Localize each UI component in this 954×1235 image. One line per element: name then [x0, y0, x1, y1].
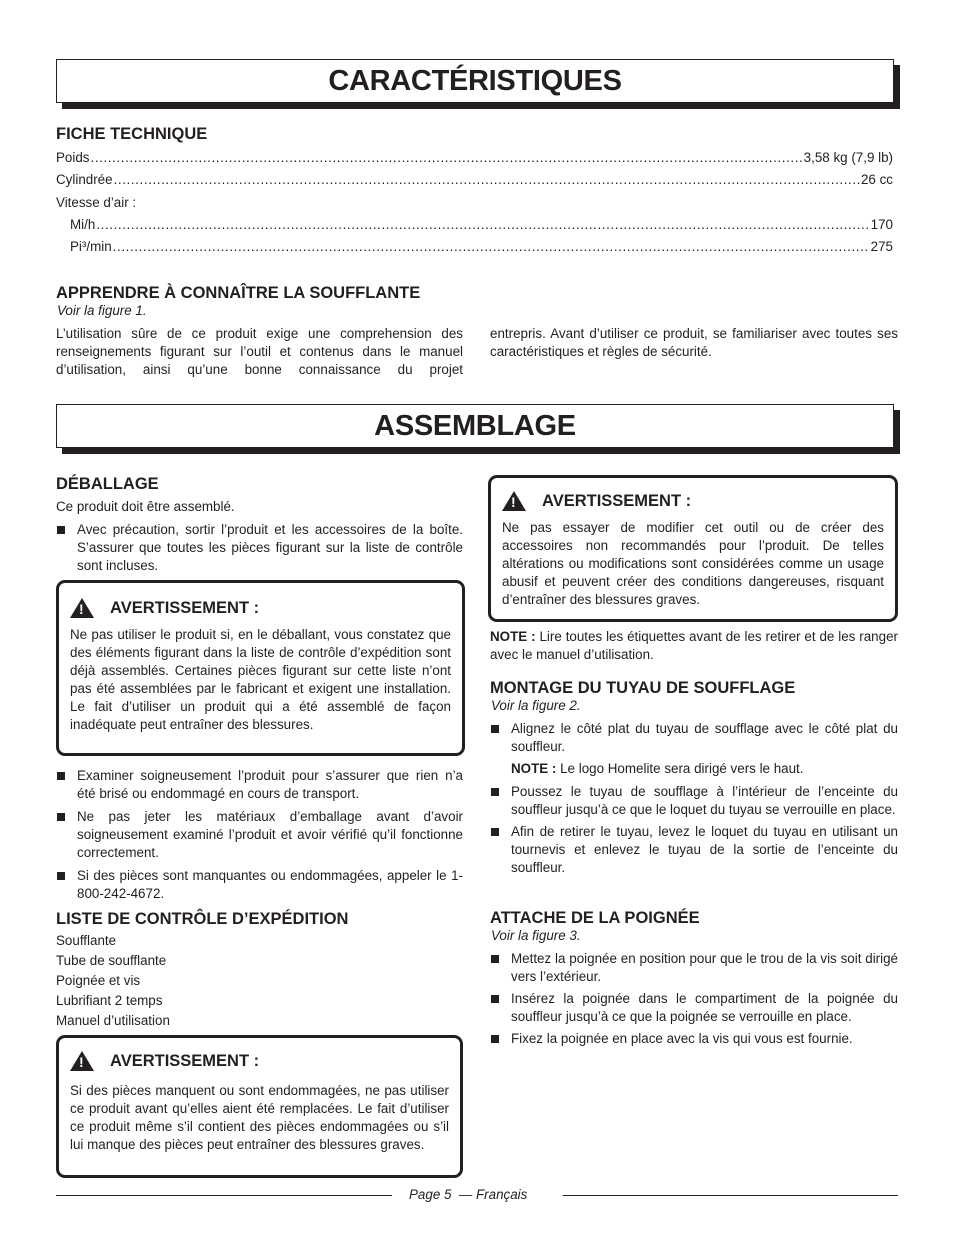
montage-list-1 [490, 720, 898, 756]
spec-row-poids [56, 149, 893, 167]
list-item: Ne pas jeter les matériaux d’emballage avant d’avoir soigneusement examiné l’produit et avoir vérifié qu’il fonctionne correctement. [56, 808, 463, 862]
warning-text: Si des pièces manquent ou sont endommagées, ne pas utiliser ce produit avant qu’elles aient été remplacées. Le fait d’utiliser ce produit même s’il contient des pièces endommagées ou s’il lui manque des pièces peut entraîner des blessures graves. [70, 1083, 449, 1152]
note-text: Le logo Homelite sera dirigé vers le haut. [556, 761, 804, 776]
warning-box-3 [488, 475, 898, 622]
spec-value: 26 cc [860, 172, 893, 187]
list-item: Examiner soigneusement l’produit pour s’assurer que rien n’a été brisé ou endommagé en cours de transport. [56, 767, 463, 803]
spec-value: 3,58 kg (7,9 lb) [803, 150, 893, 165]
list-item: Manuel d’utilisation [56, 1013, 170, 1028]
apprendre-text-left: L’utilisation sûre de ce produit exige une comprehension des renseignements figurant sur l’outil et contenus dans le manuel d’utilisation, ainsi qu’une bonne connaissance du projet [56, 326, 463, 377]
spec-label: Mi/h [70, 217, 96, 232]
deballage-list-2 [56, 767, 463, 903]
spec-row-mih [70, 216, 893, 234]
warning-triangle-icon [70, 1051, 94, 1071]
warning-title-text: AVERTISSEMENT : [110, 599, 260, 617]
liste-heading: LISTE DE CONTRÔLE D’EXPÉDITION [56, 910, 349, 928]
list-item: Afin de retirer le tuyau, levez le loquet du tuyau en utilisant un tournevis et enlevez le tuyau de la sortie de l’enceinte du souffleur. [490, 823, 898, 877]
section-title: ASSEMBLAGE [374, 410, 576, 442]
list-item: Mettez la poignée en position pour que le trou de la vis soit dirigé vers l’extérieur. [490, 950, 898, 986]
warning-title [70, 1051, 449, 1071]
spec-label: Poids [56, 150, 90, 165]
caracteristiques-banner [56, 59, 894, 103]
list-item: Poussez le tuyau de soufflage à l’intérieur de l’enceinte du souffleur jusqu’à ce que le loquet du tuyau se verrouille en place. [490, 783, 898, 819]
warning-text: Ne pas utiliser le produit si, en le déballant, vous constatez que des éléments figurant dans la liste de contrôle d’expédition sont déjà assemblés. Certaines pièces figurant sur cette liste n’ont pas été assemblées par le fabricant et exigent une installation. Le fait d’utiliser un produit qui a été assemblé de façon inadéquate peut entraîner des blessures. [70, 627, 451, 732]
list-item: Alignez le côté plat du tuyau de soufflage avec le côté plat du souffleur. [490, 720, 898, 756]
spec-value: 275 [870, 239, 893, 254]
footer-rule-right [563, 1195, 898, 1196]
warning-text: Ne pas essayer de modifier cet outil ou de créer des accessoires non recommandés pour l’produit. De telles altérations ou modifications sont considérées comme un usage abusif et peuvent créer des conditions dangereuses, risquant d’entraîner des blessures graves. [502, 520, 884, 607]
note-label: NOTE : [511, 761, 557, 776]
list-item: Avec précaution, sortir l’produit et les accessoires de la boîte. S’assurer que toutes les pièces figurant sur la liste de contrôle sont incluses. [56, 521, 463, 575]
footer-rule-left [56, 1195, 392, 1196]
montage-note [511, 760, 804, 778]
attache-figure-ref: Voir la figure 3. [491, 928, 581, 943]
list-item: Si des pièces sont manquantes ou endommagées, appeler le 1-800-242-4672. [56, 867, 463, 903]
warning-title [502, 491, 884, 511]
montage-figure-ref: Voir la figure 2. [491, 698, 581, 713]
list-item: Tube de soufflante [56, 953, 167, 968]
warning-box-1 [56, 580, 465, 756]
footer-page-label: Page 5 — Français [409, 1187, 528, 1202]
leader-dots [114, 171, 860, 189]
warning-box-2 [56, 1035, 463, 1178]
list-item: Fixez la poignée en place avec la vis qui vous est fournie. [490, 1030, 898, 1048]
deballage-list-1 [56, 521, 463, 575]
list-item: Lubrifiant 2 temps [56, 993, 163, 1008]
warning-title-text: AVERTISSEMENT : [110, 1052, 260, 1070]
apprendre-figure-ref: Voir la figure 1. [57, 303, 147, 318]
warning-triangle-icon [70, 598, 94, 618]
list-item: Poignée et vis [56, 973, 141, 988]
warning-title-text: AVERTISSEMENT : [542, 492, 692, 510]
spec-label-vitesse: Vitesse d’air : [56, 195, 137, 210]
deballage-intro: Ce produit doit être assemblé. [56, 499, 235, 514]
leader-dots [113, 238, 870, 256]
montage-heading: MONTAGE DU TUYAU DE SOUFFLAGE [490, 679, 796, 697]
section-title: CARACTÉRISTIQUES [328, 65, 622, 97]
assemblage-banner [56, 404, 894, 448]
warning-triangle-icon [502, 491, 526, 511]
attache-list [490, 950, 898, 1048]
spec-row-pimin [70, 238, 893, 256]
fiche-technique-heading: FICHE TECHNIQUE [56, 125, 208, 143]
montage-list-2 [490, 783, 898, 877]
list-item: Insérez la poignée dans le compartiment de la poignée du souffleur jusqu’à ce que la poignée se verrouille en place. [490, 990, 898, 1026]
spec-row-cylindree [56, 171, 893, 189]
spec-label: Cylindrée [56, 172, 113, 187]
deballage-heading: DÉBALLAGE [56, 475, 159, 493]
liste-items [56, 931, 170, 1031]
apprendre-heading: APPRENDRE À CONNAÎTRE LA SOUFFLANTE [56, 284, 421, 302]
list-item: Soufflante [56, 933, 117, 948]
leader-dots [91, 149, 803, 167]
note-label: NOTE : [490, 629, 536, 644]
attache-heading: ATTACHE DE LA POIGNÉE [490, 909, 700, 927]
leader-dots [96, 216, 869, 234]
note-text: Lire toutes les étiquettes avant de les retirer et de les ranger avec le manuel d’utilisation. [490, 629, 898, 662]
spec-value: 170 [870, 217, 893, 232]
note-etiquettes [490, 628, 898, 664]
warning-title [70, 598, 451, 618]
spec-label: Pi³/min [70, 239, 112, 254]
apprendre-text-right: entrepris. Avant d’utiliser ce produit, se familiariser avec toutes ses caractéristiques et règles de sécurité. [490, 326, 898, 359]
